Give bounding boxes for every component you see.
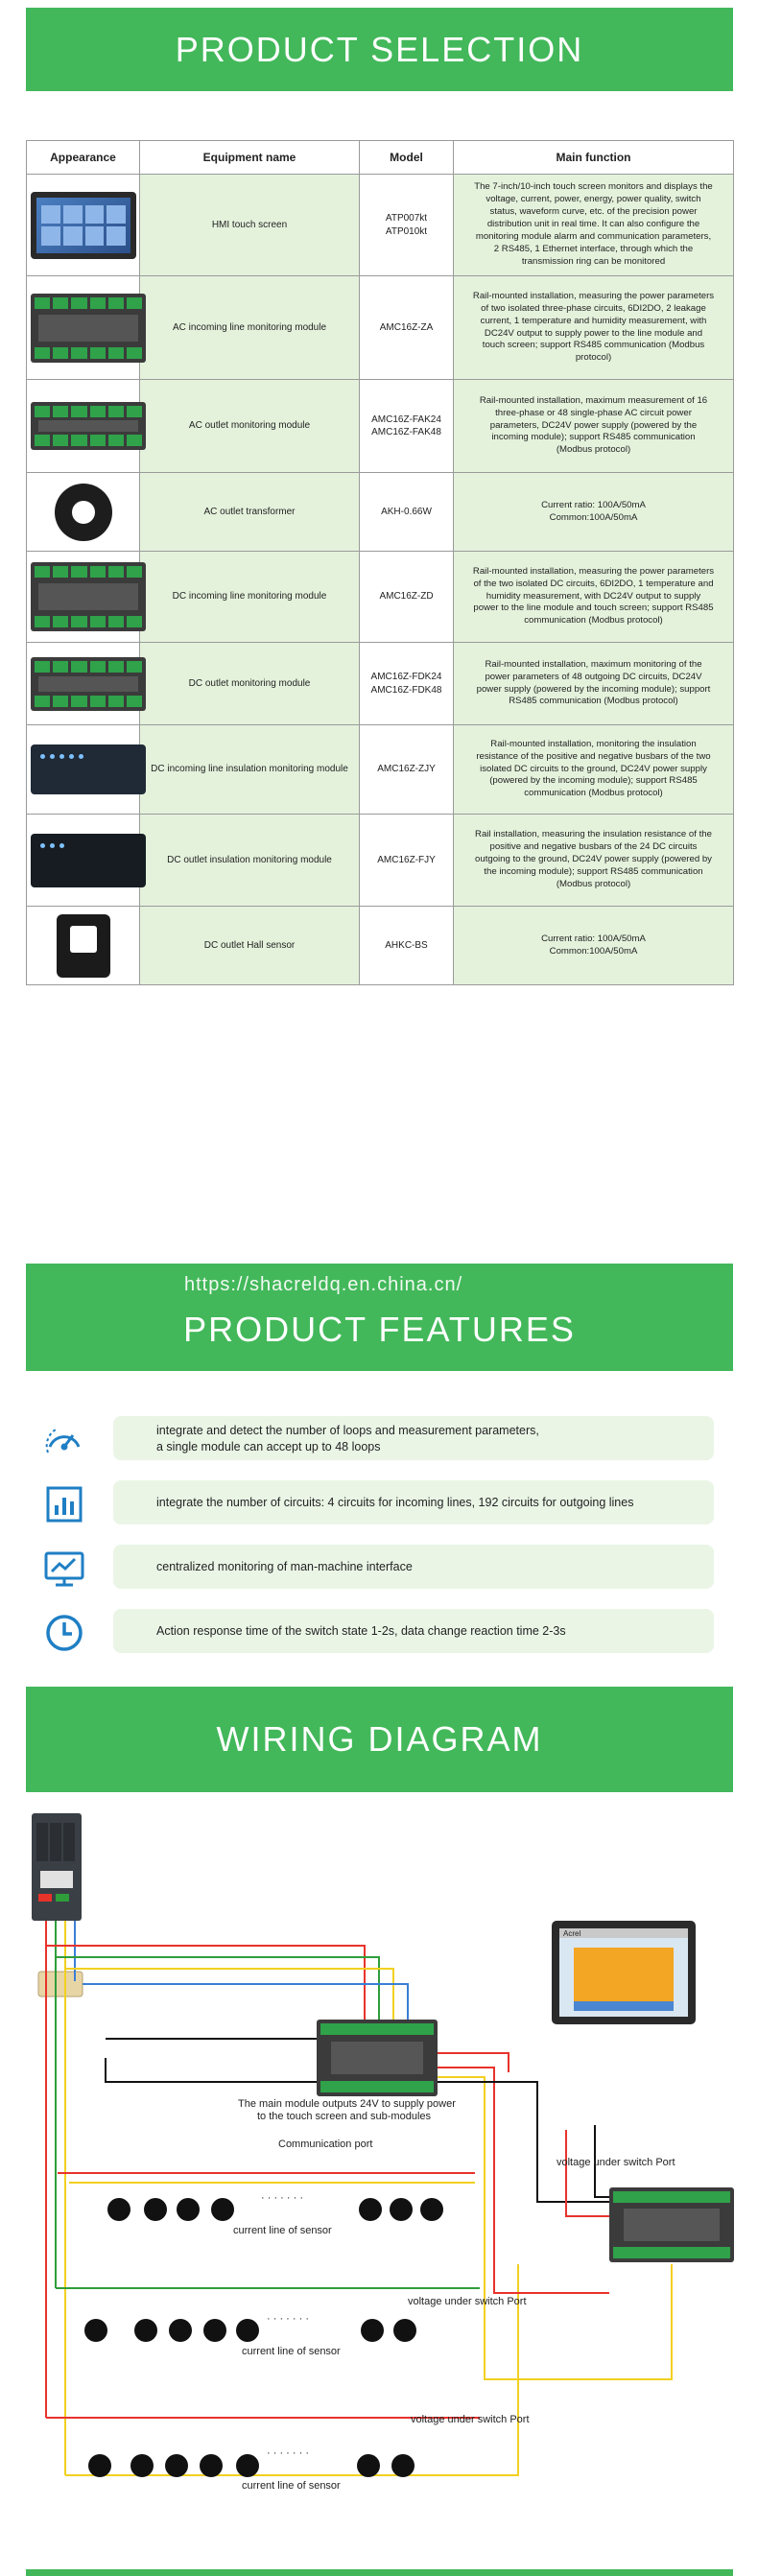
ac-outlet-module-image — [31, 402, 146, 450]
sensor-label: current line of sensor — [233, 2225, 332, 2236]
current-sensor — [361, 2319, 384, 2342]
main-function: Rail-mounted installation, maximum monitoring of the power parameters of 48 outgoing DC circuits, DC24V power supply (powered by the incoming module); support RS485 communication (Modbus protocol) — [454, 643, 734, 725]
equipment-name: DC outlet monitoring module — [140, 643, 360, 725]
dc-incoming-module-image — [31, 562, 146, 631]
table-row — [27, 643, 734, 725]
circuit-breaker-image — [32, 1813, 82, 1921]
current-sensor — [130, 2454, 154, 2477]
feature-text — [113, 1416, 714, 1460]
main-function: Rail-mounted installation, maximum measurement of 16 three-phase or 48 single-phase AC circuit power parameters, DC24V power supply (powered by the incoming module); support RS485 communication (Modbus protocol) — [454, 380, 734, 473]
appearance-cell — [27, 175, 140, 276]
current-sensor — [165, 2454, 188, 2477]
table-row — [27, 907, 734, 985]
main-function: Rail installation, measuring the insulation resistance of the positive and negative busbars of the 24 DC circuits outgoing to the ground, DC24V power supply (powered by the incoming module); support RS485 communication (Modbus protocol) — [454, 815, 734, 907]
table-header-row — [27, 141, 734, 175]
product-table — [26, 140, 734, 985]
feature-item — [42, 1480, 714, 1524]
equipment-name: DC outlet Hall sensor — [140, 907, 360, 985]
model: AMC16Z-ZA — [360, 276, 454, 380]
equipment-name: AC outlet transformer — [140, 473, 360, 552]
hmi-brand-text: Acrel — [563, 1929, 581, 1938]
current-sensor — [359, 2198, 382, 2221]
feature-line: a single module can accept up to 48 loops — [156, 1439, 381, 1453]
table-row — [27, 380, 734, 473]
feature-text — [113, 1480, 714, 1524]
appearance-cell — [27, 643, 140, 725]
selection-banner — [26, 8, 733, 91]
sensor-label: current line of sensor — [242, 2346, 341, 2357]
ac-outlet-transformer-image — [55, 484, 112, 541]
dots: · · · · · · · — [267, 2447, 309, 2459]
equipment-name: DC outlet insulation monitoring module — [140, 815, 360, 907]
hmi-screen-image — [552, 1921, 696, 2024]
feature-item — [42, 1545, 714, 1589]
voltage-port-label: voltage under switch Port — [411, 2414, 530, 2425]
appearance-cell — [27, 725, 140, 815]
equipment-name: HMI touch screen — [140, 175, 360, 276]
gauge-icon — [42, 1418, 86, 1462]
equipment-name: DC incoming line insulation monitoring module — [140, 725, 360, 815]
current-sensor — [357, 2454, 380, 2477]
sensor-row — [84, 2319, 416, 2342]
model: AKH-0.66W — [360, 473, 454, 552]
table-row — [27, 552, 734, 643]
current-sensor — [236, 2319, 259, 2342]
main-module-note: The main module outputs 24V to supply power — [238, 2098, 456, 2110]
main-function: The 7-inch/10-inch touch screen monitors and displays the voltage, current, power, energy, power quality, switch status, waveform curve, etc. of the precision power distribution unit in real time. It can also configure the monitoring module alarm and communication parameters, 2 RS485, 1 Ethernet interface, through which the transmission ring can be monitored — [454, 175, 734, 276]
main-function: Rail-mounted installation, measuring the power parameters of two isolated three-phase circuits, 6DI2DO, 2 leakage current, 1 temperature and humidity measurement, with DC24V output to supply power to the line module and touch screen; support RS485 communication (Modbus protocol) — [454, 276, 734, 380]
sensor-row — [88, 2454, 415, 2477]
voltage-port-label: voltage under switch Port — [557, 2157, 675, 2168]
current-sensor — [203, 2319, 226, 2342]
feature-item — [42, 1609, 714, 1653]
model: AMC16Z-ZJY — [360, 725, 454, 815]
main-function: Current ratio: 100A/50mA Common:100A/50mA — [454, 473, 734, 552]
current-sensor — [134, 2319, 157, 2342]
features-title: PRODUCT FEATURES — [183, 1310, 576, 1349]
main-function: Rail-mounted installation, monitoring the insulation resistance of the positive and negative busbars of the two isolated DC circuits to the ground, DC24V power supply (powered by the incoming module); support RS485 communication (Modbus protocol) — [454, 725, 734, 815]
dots: · · · · · · · — [267, 2313, 309, 2325]
current-sensor — [84, 2319, 107, 2342]
voltage-port-label: voltage under switch Port — [408, 2296, 527, 2307]
model: AMC16Z-FDK24 AMC16Z-FDK48 — [360, 643, 454, 725]
header-appearance: Appearance — [27, 141, 140, 175]
appearance-cell — [27, 907, 140, 985]
appearance-cell — [27, 815, 140, 907]
header-equipment-name: Equipment name — [140, 141, 360, 175]
footer-bar — [26, 2569, 733, 2576]
dc-outlet-module-image — [31, 657, 146, 711]
ac-incoming-module-image — [31, 294, 146, 363]
feature-text — [113, 1545, 714, 1589]
main-module-note: to the touch screen and sub-modules — [257, 2111, 432, 2122]
feature-line: integrate and detect the number of loops and measurement parameters, — [156, 1423, 539, 1437]
feature-line: Action response time of the switch state 1-2s, data change reaction time 2-3s — [156, 1624, 566, 1638]
dc-outlet-insulation-module-image — [31, 834, 146, 887]
selection-title: PRODUCT SELECTION — [175, 29, 584, 69]
appearance-cell — [27, 552, 140, 643]
equipment-name: AC incoming line monitoring module — [140, 276, 360, 380]
appearance-cell — [27, 380, 140, 473]
header-main-function: Main function — [454, 141, 734, 175]
current-sensor — [391, 2454, 415, 2477]
dots: · · · · · · · — [261, 2192, 303, 2204]
feature-line: centralized monitoring of man-machine interface — [156, 1560, 413, 1573]
table-row — [27, 725, 734, 815]
wiring-diagram — [0, 1813, 758, 2576]
current-sensor — [169, 2319, 192, 2342]
hmi-touch-screen-image — [31, 192, 136, 259]
current-sensor — [107, 2198, 130, 2221]
dc-incoming-insulation-module-image — [31, 744, 146, 794]
equipment-name: AC outlet monitoring module — [140, 380, 360, 473]
sensor-label: current line of sensor — [242, 2480, 341, 2492]
current-sensor — [211, 2198, 234, 2221]
model: AMC16Z-FJY — [360, 815, 454, 907]
table-row — [27, 276, 734, 380]
current-transformer-block — [38, 1972, 83, 1997]
model: AMC16Z-FAK24 AMC16Z-FAK48 — [360, 380, 454, 473]
current-sensor — [393, 2319, 416, 2342]
main-function: Current ratio: 100A/50mA Common:100A/50mA — [454, 907, 734, 985]
header-model: Model — [360, 141, 454, 175]
clock-icon — [42, 1611, 86, 1655]
table-row — [27, 815, 734, 907]
model: AMC16Z-ZD — [360, 552, 454, 643]
sub-module-image — [609, 2187, 734, 2262]
dc-outlet-hall-sensor-image — [57, 914, 110, 978]
current-sensor — [236, 2454, 259, 2477]
appearance-cell — [27, 276, 140, 380]
current-sensor — [144, 2198, 167, 2221]
current-sensor — [88, 2454, 111, 2477]
equipment-name: DC incoming line monitoring module — [140, 552, 360, 643]
watermark-url: https://shacreldq.en.china.cn/ — [184, 1274, 463, 1295]
model: ATP007kt ATP010kt — [360, 175, 454, 276]
appearance-cell — [27, 473, 140, 552]
model: AHKC-BS — [360, 907, 454, 985]
wiring-banner — [26, 1687, 733, 1792]
feature-text — [113, 1609, 714, 1653]
main-module-image — [317, 2020, 438, 2096]
current-sensor — [420, 2198, 443, 2221]
feature-item — [42, 1416, 714, 1460]
bar-chart-icon — [42, 1482, 86, 1526]
feature-line: integrate the number of circuits: 4 circuits for incoming lines, 192 circuits for outgoing lines — [156, 1496, 634, 1509]
table-row — [27, 473, 734, 552]
monitor-icon — [42, 1547, 86, 1591]
table-row — [27, 175, 734, 276]
wiring-title: WIRING DIAGRAM — [216, 1719, 543, 1759]
current-sensor — [390, 2198, 413, 2221]
communication-port-label: Communication port — [278, 2139, 373, 2150]
current-sensor — [200, 2454, 223, 2477]
current-sensor — [177, 2198, 200, 2221]
main-function: Rail-mounted installation, measuring the power parameters of the two isolated DC circuits, 6DI2DO, 1 temperature and humidity measurement, with DC24V output to supply power to the line module and touch screen; support RS485 communication (Modbus protocol) — [454, 552, 734, 643]
